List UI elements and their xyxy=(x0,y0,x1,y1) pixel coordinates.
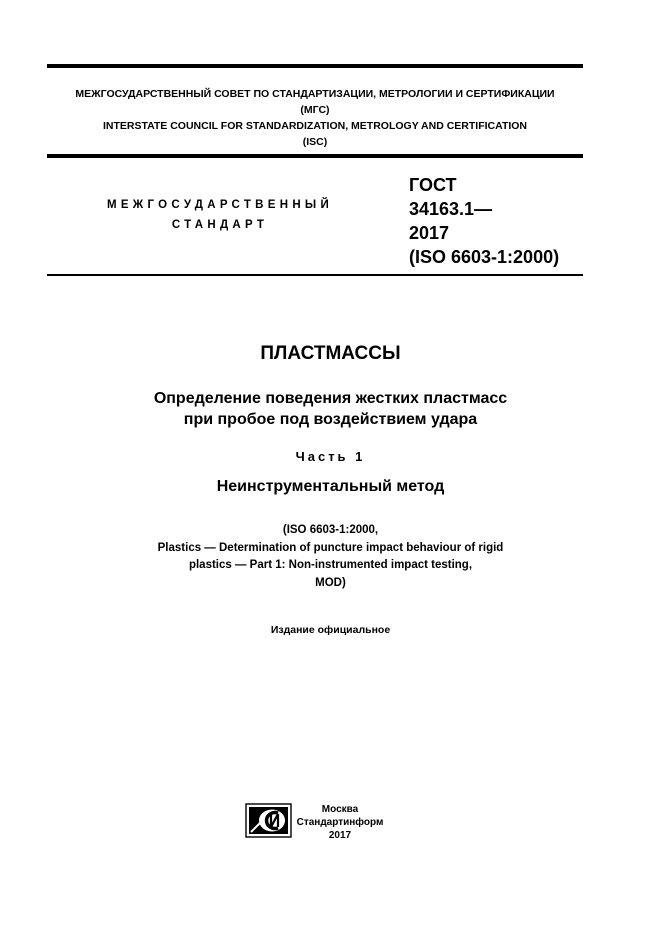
council-name-ru: МЕЖГОСУДАРСТВЕННЫЙ СОВЕТ ПО СТАНДАРТИЗАЦИИ, МЕТРОЛОГИИ И СЕРТИФИКАЦИИ xyxy=(75,88,555,100)
method-title: Неинструментальный метод xyxy=(216,478,445,495)
iso-line3: plastics — Part 1: Non-instrumented impact testing, xyxy=(188,559,473,571)
publisher-city: Москва xyxy=(321,804,359,815)
designation-prefix: ГОСТ xyxy=(409,175,457,195)
publisher-name: Стандартинформ xyxy=(296,817,384,828)
standard-designation xyxy=(409,173,559,269)
main-title: ПЛАСТМАССЫ xyxy=(260,343,401,364)
publisher-block xyxy=(296,803,384,842)
publisher-year: 2017 xyxy=(328,830,352,841)
council-abbr-ru: (МГС) xyxy=(300,104,330,116)
part-number: Часть 1 xyxy=(295,449,366,464)
bottom-rule xyxy=(47,274,583,276)
council-name-en: INTERSTATE COUNCIL FOR STANDARDIZATION, METROLOGY AND CERTIFICATION xyxy=(102,120,528,132)
iso-line2: Plastics — Determination of puncture impact behaviour of rigid xyxy=(157,541,504,554)
iso-line4: MOD) xyxy=(315,576,346,589)
subtitle-line1: Определение поведения жестких пластмасс xyxy=(153,390,508,407)
designation-year: 2017 xyxy=(409,223,450,243)
standard-type-label xyxy=(60,195,380,235)
iso-line1: (ISO 6603-1:2000, xyxy=(282,524,379,536)
subtitle-line2: при пробое под воздействием удара xyxy=(183,411,478,428)
iso-equivalent-block xyxy=(0,522,661,592)
designation-iso-ref: (ISO 6603-1:2000) xyxy=(409,247,560,267)
designation-number: 34163.1— xyxy=(409,199,493,219)
council-header xyxy=(47,86,583,150)
council-abbr-en: (ISC) xyxy=(302,136,328,148)
middle-rule xyxy=(47,154,583,158)
subtitle xyxy=(0,388,661,430)
standard-type-line1: МЕЖГОСУДАРСТВЕННЫЙ xyxy=(106,199,334,211)
standard-type-line2: СТАНДАРТ xyxy=(171,219,269,231)
edition-label: Издание официальное xyxy=(270,624,391,636)
standartinform-logo-icon xyxy=(245,803,292,838)
top-rule xyxy=(47,64,583,68)
